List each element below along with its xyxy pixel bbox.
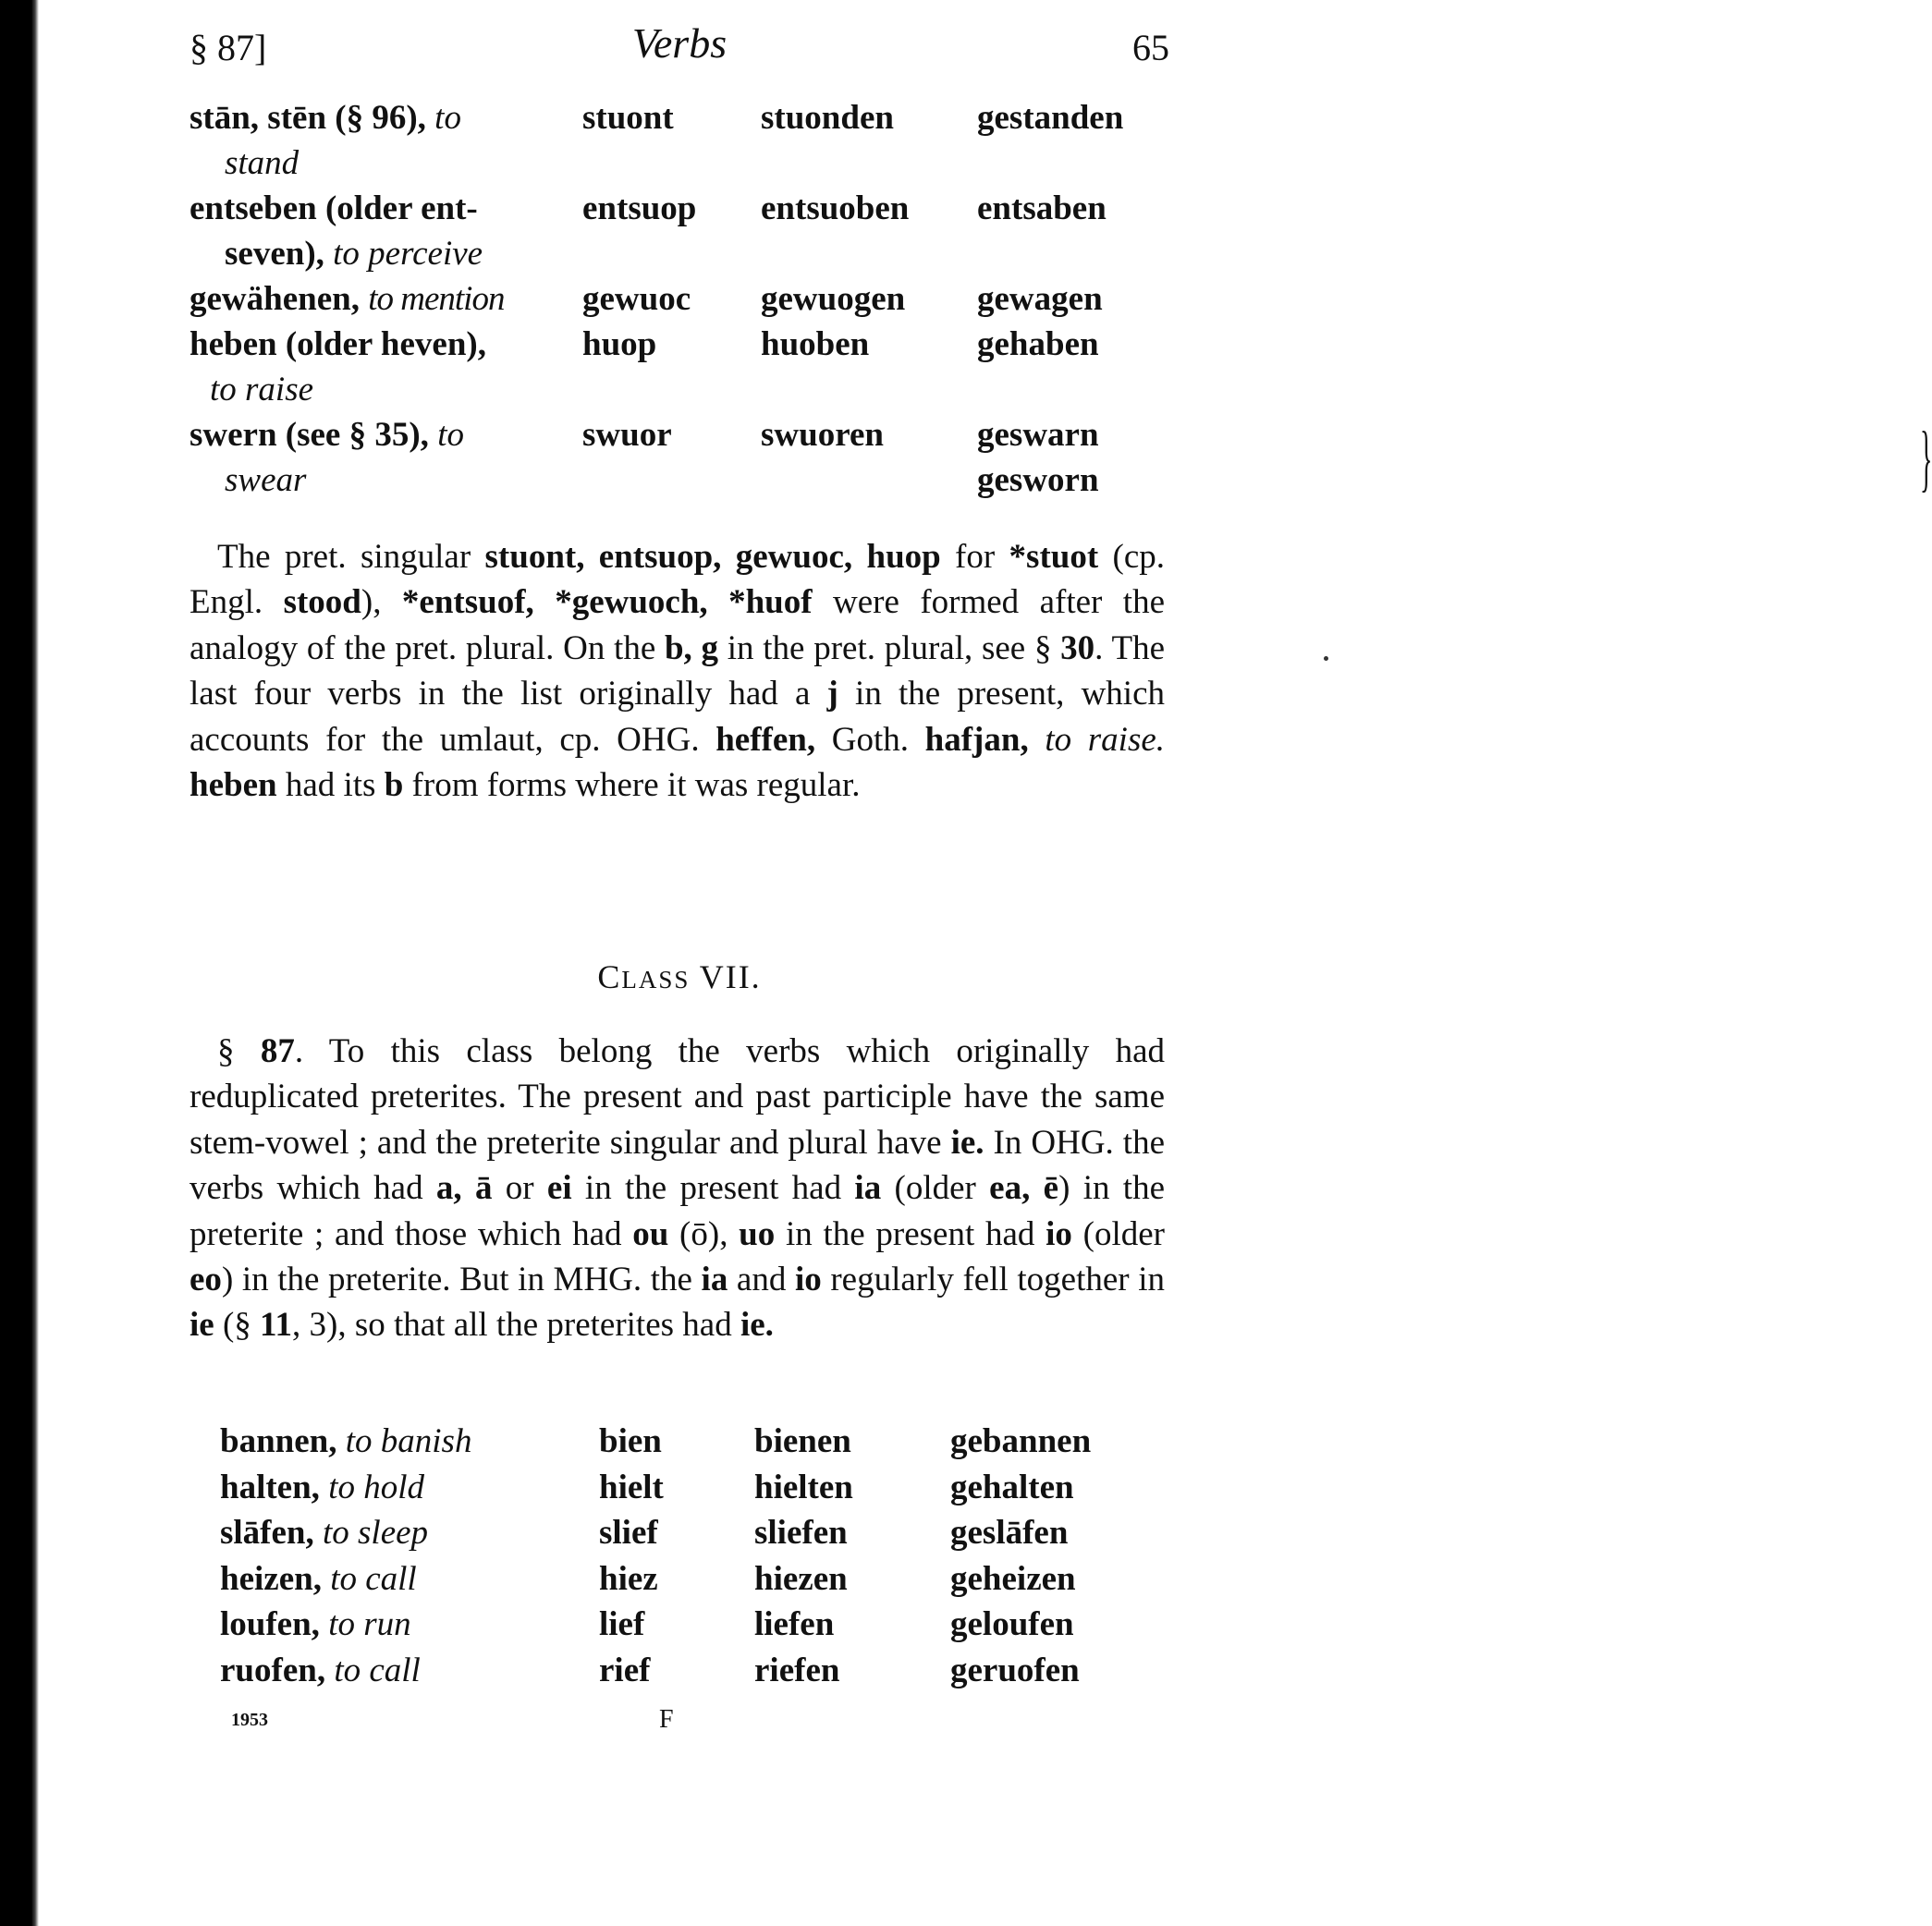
pret-sg-cell: gewuoc: [582, 280, 691, 318]
infinitive-cell: ruofen, to call: [220, 1651, 421, 1689]
pret-sg-cell: swuor: [582, 416, 672, 454]
past-participle-cell: entsaben: [977, 189, 1107, 227]
past-participle-cell: geheizen: [950, 1559, 1076, 1598]
table-row: [190, 322, 1169, 412]
scan-edge: [0, 0, 39, 1926]
infinitive-cell: loufen, to run: [220, 1605, 411, 1643]
infinitive-cell: slāfen, to sleep: [220, 1514, 429, 1552]
printer-signature-number: 1953: [231, 1710, 268, 1730]
paragraph-section-87: § 87. To this class belong the verbs which originally had reduplicated preterites. The present and past participle have the same stem-vowel ; and the preterite singular and plural have ie. In OHG. the verbs which had a, ā or ei in the present had ia (older ea, ē) in the preterite ; and those which had ou (ō), uo in the present had io (older eo) in the preterite. But in MHG. the ia and io regularly fell together in ie (§ 11, 3), so that all the preterites had ie.: [190, 1032, 1166, 1345]
header-section: § 87]: [190, 27, 267, 68]
pret-sg-cell: slief: [599, 1514, 658, 1552]
pret-pl-cell: sliefen: [754, 1514, 848, 1552]
pret-pl-cell: riefen: [754, 1651, 840, 1689]
infinitive-cell: halten, to hold: [220, 1468, 424, 1506]
header-title: Verbs: [631, 19, 728, 67]
past-participle-cell: gehalten: [950, 1468, 1074, 1506]
past-participle-cell: geruofen: [950, 1651, 1080, 1689]
pret-sg-cell: rief: [599, 1651, 651, 1689]
table-row: [190, 95, 1169, 186]
scan-speck: [1324, 656, 1328, 661]
table-row: [190, 276, 1169, 322]
infinitive-cell: swern (see § 35), to swear: [190, 416, 464, 499]
past-participle-cell: geslāfen: [950, 1514, 1069, 1552]
class-heading: CLASS VII.: [597, 958, 762, 995]
infinitive-cell: bannen, to banish: [220, 1422, 472, 1460]
verb-table-class-vi: [190, 95, 1932, 503]
past-participle-cell: gebannen: [950, 1422, 1092, 1460]
infinitive-cell: stān, stēn (§ 96), to stand: [190, 99, 461, 182]
pret-pl-cell: bienen: [754, 1422, 851, 1460]
past-participle-cell: gestanden: [977, 99, 1124, 137]
page-number: 65: [1132, 27, 1169, 68]
pret-sg-cell: huop: [582, 325, 657, 363]
pret-pl-cell: hielten: [754, 1468, 853, 1506]
pret-sg-cell: hiez: [599, 1559, 658, 1598]
pret-pl-cell: liefen: [754, 1605, 835, 1643]
pret-sg-cell: lief: [599, 1605, 645, 1643]
past-participle-cell: geswarn gesworn }: [977, 416, 1932, 499]
past-participle-cell: geloufen: [950, 1605, 1074, 1643]
pret-pl-cell: stuonden: [761, 99, 894, 137]
paragraph-analogy-note: The pret. singular stuont, entsuop, gewuoc, huop for *stuot (cp. Engl. stood), *entsuof, *gewuoch, *huof were formed after the analogy of the pret. plural. On the b, g in the pret. plural, see § 30. The last four verbs in the list originally had a j in the present, which accounts for the umlaut, cp. OHG. heffen, Goth. hafjan, to raise. heben had its b from forms where it was regular.: [190, 538, 1166, 805]
infinitive-cell: entseben (older ent- seven), to perceive: [190, 189, 483, 273]
past-participle-cell: gewagen: [977, 280, 1103, 318]
pret-sg-cell: bien: [599, 1422, 662, 1460]
pret-pl-cell: hiezen: [754, 1559, 848, 1598]
pret-sg-cell: entsuop: [582, 189, 697, 227]
infinitive-cell: heizen, to call: [220, 1559, 417, 1598]
table-row: [190, 186, 1169, 276]
table-row: [190, 412, 1932, 503]
pret-sg-cell: hielt: [599, 1468, 664, 1506]
running-header: [190, 18, 1169, 74]
past-participle-cell: gehaben: [977, 325, 1099, 363]
pret-pl-cell: huoben: [761, 325, 870, 363]
pret-pl-cell: swuoren: [761, 416, 884, 454]
infinitive-cell: heben (older heven), to raise: [190, 325, 487, 408]
pret-pl-cell: entsuoben: [761, 189, 910, 227]
page: [190, 0, 1932, 1926]
signature-letter: F: [659, 1705, 674, 1734]
infinitive-cell: gewähenen, to mention: [190, 280, 505, 318]
pret-sg-cell: stuont: [582, 99, 674, 137]
brace-mark: }: [1920, 418, 1932, 499]
pret-pl-cell: gewuogen: [761, 280, 906, 318]
